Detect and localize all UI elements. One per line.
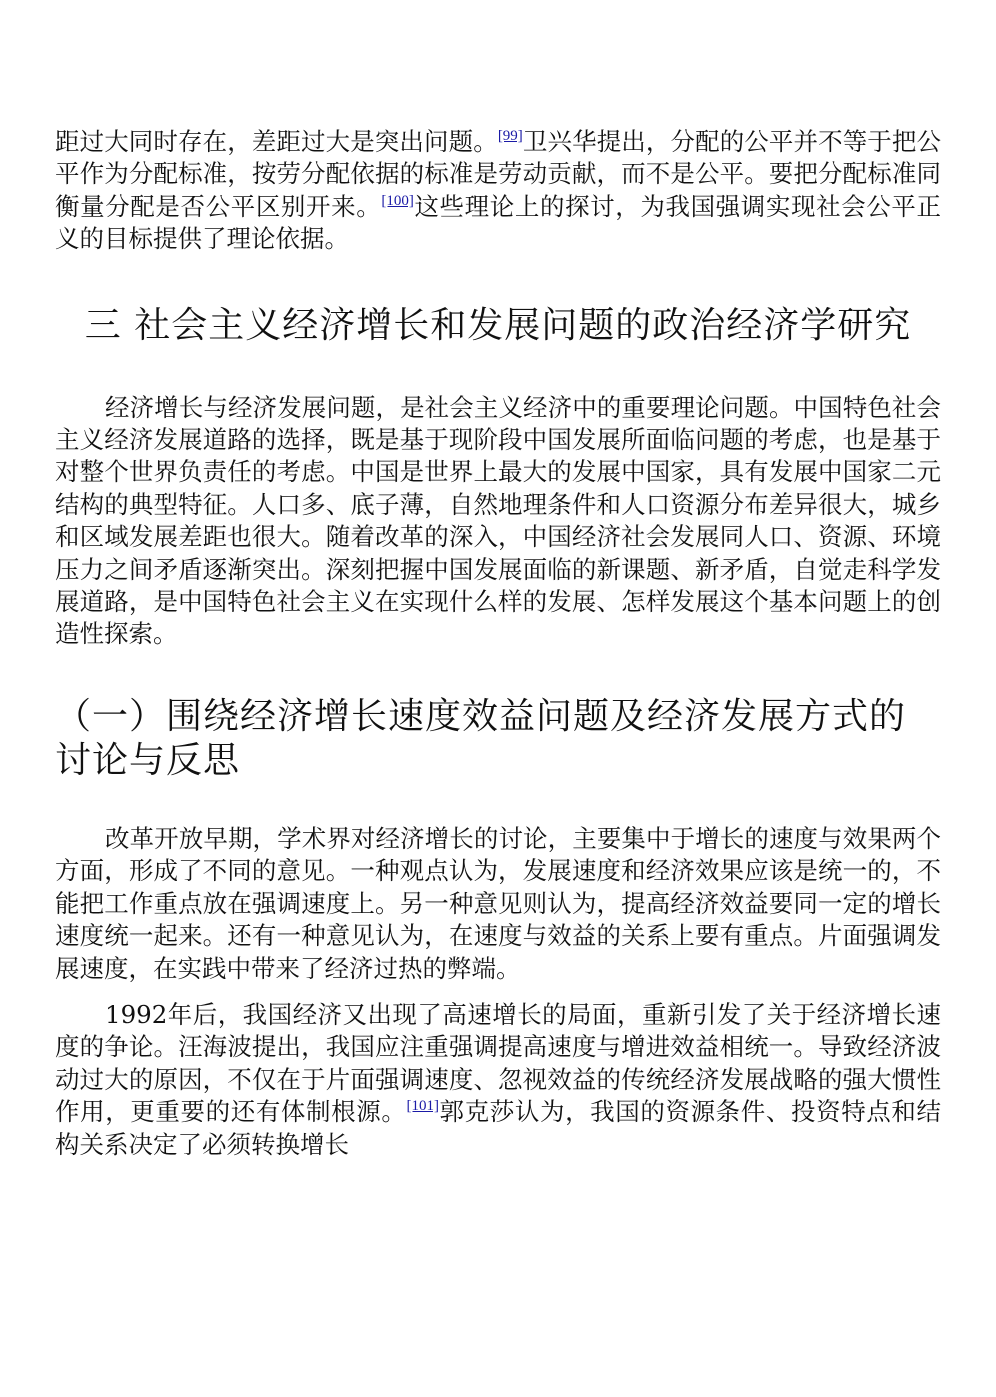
paragraph-text: 郭克莎认为，我国的资源条件、投资特点和结构关系决定了必须转换增长 (55, 1097, 942, 1159)
paragraph-text: 距过大同时存在，差距过大是突出问题。 (55, 127, 498, 156)
document-page (55, 126, 941, 1161)
paragraph-text: 1992年后，我国经济又出现了高速增长的局面，重新引发了关于经济增长速度的争论。汪海波提出，我国应注重强调提高速度与增进效益相统一。导致经济波动过大的原因，不仅在于片面强调速度、忽视效益的传统经济发展战略的强大惯性作用，更重要的还有体制根源。 (55, 999, 941, 1127)
paragraph-text: 卫兴华提出，分配的公平并不等于把公平作为分配标准，按劳分配依据的标准是劳动贡献，而不是公平。要把分配标准同衡量分配是否公平区别开来。 (55, 127, 942, 221)
footnote-ref-100[interactable]: [100] (381, 192, 414, 209)
section-heading: 三 社会主义经济增长和发展问题的政治经济学研究 (84, 304, 912, 346)
paragraph-distribution-fairness (55, 126, 941, 256)
paragraph-1992-growth (55, 999, 941, 1161)
footnote-ref-101[interactable]: [101] (406, 1098, 439, 1115)
subsection-heading: （一）围绕经济增长速度效益问题及经济发展方式的讨论与反思 (55, 695, 907, 781)
paragraph-text: 这些理论上的探讨，为我国强调实现社会公平正义的目标提供了理论依据。 (55, 191, 942, 254)
paragraph-growth-development: 经济增长与经济发展问题，是社会主义经济中的重要理论问题。中国特色社会主义经济发展道路的选择，既是基于现阶段中国发展所面临问题的考虑，也是基于对整个世界负责任的考虑。中国是世界上最大的发展中国家，具有发展中国家二元结构的典型特征。人口多、底子薄，自然地理条件和人口资源分布差异很大，城乡和区域发展差距也很大。随着改革的深入，中国经济社会发展同人口、资源、环境压力之间矛盾逐渐突出。深刻把握中国发展面临的新课题、新矛盾，自觉走科学发展道路，是中国特色社会主义在实现什么样的发展、怎样发展这个基本问题上的创造性探索。 (55, 392, 941, 649)
footnote-ref-99[interactable]: [99] (497, 128, 523, 144)
paragraph-speed-efficiency: 改革开放早期，学术界对经济增长的讨论，主要集中于增长的速度与效果两个方面，形成了不同的意见。一种观点认为，发展速度和经济效果应该是统一的，不能把工作重点放在强调速度上。另一种意见则认为，提高经济效益要同一定的增长速度统一起来。还有一种意见认为，在速度与效益的关系上要有重点。片面强调发展速度，在实践中带来了经济过热的弊端。 (55, 823, 941, 983)
